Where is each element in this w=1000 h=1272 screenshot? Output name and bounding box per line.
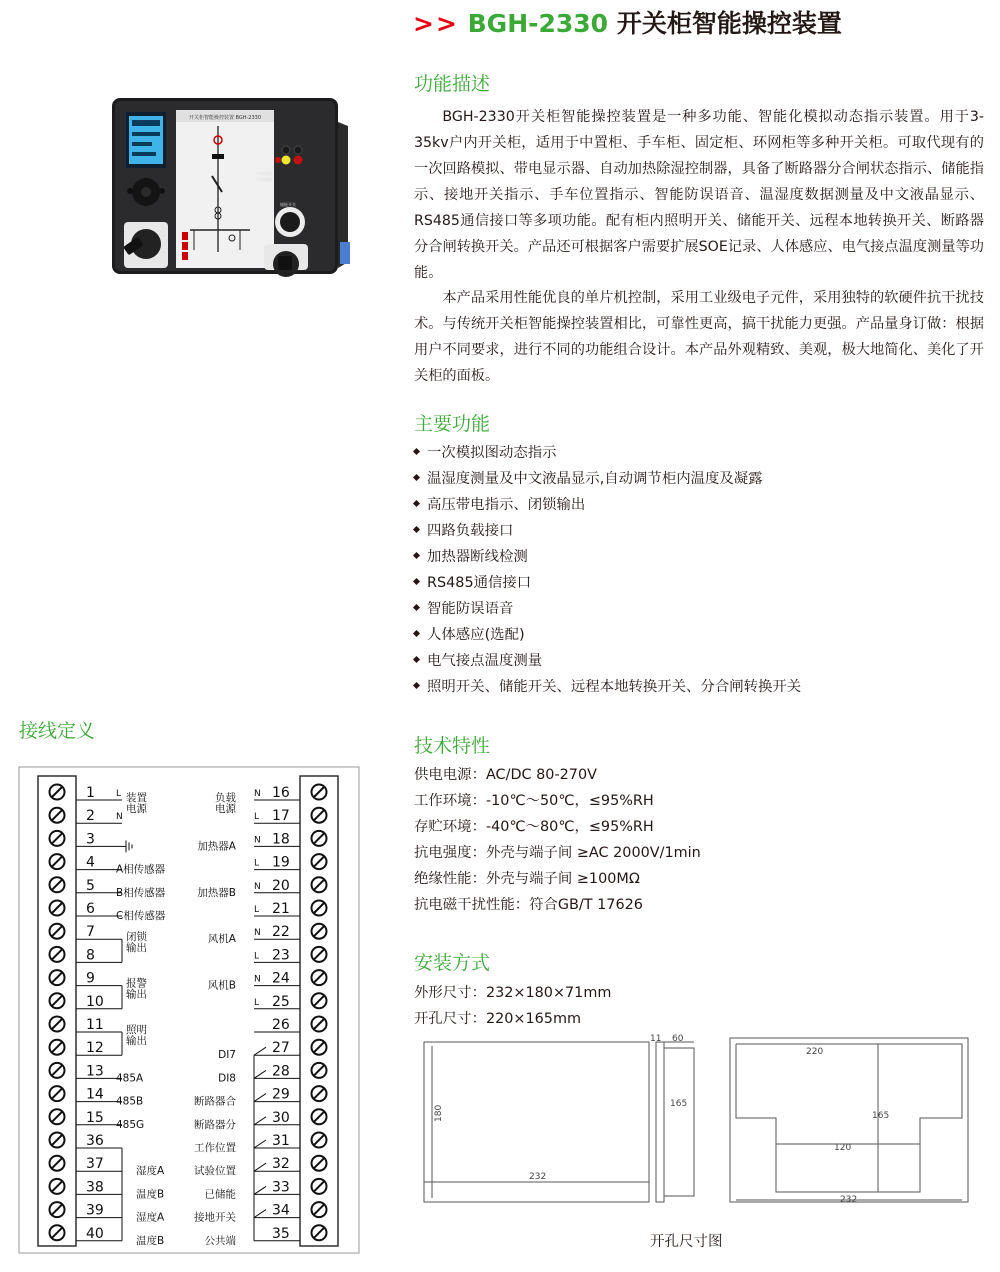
right-terminal-label: 断路器合 — [194, 1095, 236, 1108]
left-terminal-number: 5 — [86, 877, 95, 894]
right-terminal-number: 16 — [272, 785, 290, 801]
right-terminal-number: 26 — [272, 1017, 290, 1033]
feature-text: 温湿度测量及中文液晶显示,自动调节柜内温度及凝露 — [427, 471, 763, 487]
terminal-screw-icon — [312, 1156, 327, 1171]
wiring-diagram — [18, 766, 362, 1256]
right-terminal-polarity: L — [254, 905, 260, 915]
right-terminal-label: 工作位置 — [194, 1142, 236, 1154]
right-terminal-number: 30 — [272, 1109, 290, 1126]
bullet-icon — [413, 552, 420, 559]
bullet-icon — [413, 604, 420, 611]
terminal-screw-icon — [50, 901, 65, 916]
features-list — [412, 440, 801, 700]
install-spec-item — [414, 1006, 611, 1032]
terminal-screw-icon — [312, 785, 327, 800]
terminal-screw-icon — [312, 808, 327, 823]
left-terminal-number: 11 — [86, 1017, 104, 1033]
terminal-screw-icon — [312, 1179, 327, 1194]
right-terminal-polarity: N — [254, 881, 261, 892]
right-terminal-polarity: N — [254, 928, 261, 939]
left-terminal-number: 40 — [86, 1225, 104, 1242]
feature-item — [412, 674, 801, 700]
right-terminal-label: 风机B — [207, 979, 236, 992]
right-terminal-number: 34 — [272, 1202, 290, 1219]
feature-item — [412, 596, 801, 622]
feature-text: 四路负载接口 — [427, 523, 514, 539]
panel-title: 开关柜智能操控装置 BGH-2330 — [188, 115, 262, 121]
dim-height: 180 — [434, 1104, 444, 1122]
right-terminal-number: 31 — [272, 1133, 290, 1149]
bullet-icon — [413, 500, 420, 507]
feature-text: 人体感应(选配) — [427, 627, 525, 643]
left-terminal-polarity: L — [116, 789, 122, 799]
left-terminal-label: 485B — [116, 1095, 144, 1108]
left-terminal-number: 2 — [86, 808, 95, 825]
left-terminal-label: 湿度A — [136, 1211, 165, 1224]
features-heading: 主要功能 — [414, 413, 491, 435]
bullet-icon — [413, 656, 420, 663]
right-terminal-polarity: L — [254, 858, 260, 869]
dim-cut-width: 220 — [806, 1047, 824, 1057]
left-terminal-label: 温度B — [136, 1188, 165, 1201]
right-terminal-polarity: L — [254, 951, 260, 962]
desc-paragraph-2: 本产品采用性能优良的单片机控制，采用工业级电子元件，采用独特的软硬件抗干扰技术。与传统开关柜智能操控装置相比，可靠性更高，搞干扰能力更强。产品量身订做：根据用户不同要求，进行不同的功能组合设计。本产品外观精致、美观，极大地简化、美化了开关柜的面板。 — [414, 290, 984, 384]
feature-item — [412, 440, 801, 466]
right-terminal-number: 27 — [272, 1040, 290, 1057]
state-label-open: 分闸储能 — [256, 171, 272, 176]
install-heading: 安装方式 — [414, 952, 491, 974]
right-terminal-label: 负载 — [215, 792, 236, 804]
left-terminal-number: 14 — [86, 1086, 104, 1103]
right-terminal-label: 断路器分 — [194, 1118, 236, 1131]
tech-spec-text: 工作环境：-10℃～50℃，≤95%RH — [414, 793, 654, 809]
terminal-screw-icon — [50, 1109, 65, 1124]
left-terminal-label: 输出 — [126, 1035, 147, 1047]
terminal-screw-icon — [312, 1225, 327, 1240]
device-photo — [110, 92, 350, 282]
bullet-icon — [413, 448, 420, 455]
terminal-screw-icon — [50, 1040, 65, 1055]
terminal-screw-icon — [50, 831, 65, 846]
terminal-screw-icon — [50, 785, 65, 800]
left-terminal-number: 4 — [86, 854, 95, 871]
left-terminal-label: 温度B — [136, 1234, 165, 1247]
left-terminal-number: 13 — [86, 1063, 104, 1080]
dim-cut-bottom: 232 — [840, 1195, 858, 1205]
right-terminal-label: DI7 — [218, 1049, 236, 1062]
left-terminal-label: 输出 — [126, 988, 147, 1001]
ground-icon — [122, 840, 132, 852]
terminal-screw-icon — [312, 970, 327, 985]
terminal-screw-icon — [312, 947, 327, 962]
terminal-screw-icon — [312, 1017, 327, 1032]
left-terminal-number: 36 — [86, 1133, 104, 1149]
right-terminal-polarity: N — [254, 835, 261, 846]
wiring-heading: 接线定义 — [19, 720, 96, 742]
terminal-screw-icon — [312, 1086, 327, 1101]
right-terminal-number: 33 — [272, 1179, 290, 1196]
feature-item — [412, 622, 801, 648]
terminal-screw-icon — [50, 1133, 65, 1148]
terminal-screw-icon — [312, 1133, 327, 1148]
feature-text: 高压带电指示、闭锁输出 — [427, 497, 586, 513]
dim-cut-inner: 120 — [834, 1143, 852, 1153]
terminal-screw-icon — [50, 1063, 65, 1078]
left-terminal-number: 1 — [86, 785, 95, 801]
left-terminal-label: B相传感器 — [116, 886, 166, 899]
terminal-screw-icon — [50, 993, 65, 1008]
right-terminal-number: 19 — [272, 854, 290, 871]
dim-side-height: 165 — [670, 1099, 688, 1109]
right-terminal-number: 25 — [272, 993, 290, 1010]
left-terminal-number: 15 — [86, 1109, 104, 1126]
knob-label-storage: 储能开关 — [280, 202, 296, 207]
right-terminal-label: 接地开关 — [194, 1211, 236, 1224]
tech-spec-item — [414, 840, 701, 866]
terminal-screw-icon — [50, 1086, 65, 1101]
terminal-screw-icon — [312, 854, 327, 869]
right-terminal-label: 电源 — [215, 803, 236, 815]
terminal-screw-icon — [312, 1109, 327, 1124]
left-terminal-number: 9 — [86, 970, 95, 987]
terminal-screw-icon — [312, 1202, 327, 1217]
dimension-drawing — [414, 1032, 974, 1212]
bullet-icon — [413, 682, 420, 689]
feature-item — [412, 544, 801, 570]
tech-spec-item — [414, 814, 701, 840]
feature-item — [412, 518, 801, 544]
left-terminal-label: 报警 — [126, 977, 147, 990]
right-terminal-label: 加热器A — [197, 840, 236, 853]
left-terminal-polarity: N — [116, 812, 123, 823]
feature-item — [412, 570, 801, 596]
bullet-icon — [413, 578, 420, 585]
terminal-screw-icon — [312, 831, 327, 846]
right-terminal-number: 18 — [272, 831, 290, 848]
bullet-icon — [413, 474, 420, 481]
right-terminal-label: 已储能 — [204, 1188, 236, 1201]
right-terminal-number: 24 — [272, 970, 290, 987]
feature-text: 照明开关、储能开关、远程本地转换开关、分合闸转换开关 — [427, 679, 802, 695]
left-terminal-label: 湿度A — [136, 1165, 165, 1178]
left-terminal-label: 485G — [116, 1118, 145, 1131]
right-terminal-number: 23 — [272, 947, 290, 964]
left-terminal-label: 闭锁 — [126, 931, 147, 944]
feature-text: RS485通信接口 — [427, 575, 532, 591]
terminal-screw-icon — [312, 1040, 327, 1055]
right-terminal-number: 32 — [272, 1156, 290, 1173]
feature-text: 加热器断线检测 — [427, 549, 528, 565]
right-terminal-number: 22 — [272, 924, 290, 941]
left-terminal-label: 装置 — [126, 792, 147, 804]
right-terminal-number: 17 — [272, 808, 290, 825]
tech-spec-item — [414, 892, 701, 918]
drawing-caption: 开孔尺寸图 — [650, 1234, 723, 1250]
title-arrows: >> — [413, 9, 459, 38]
terminal-screw-icon — [312, 1063, 327, 1078]
install-spec-text: 外形尺寸：232×180×71mm — [414, 985, 612, 1001]
right-terminal-label: 试验位置 — [194, 1165, 236, 1178]
right-terminal-label: 风机A — [207, 933, 236, 946]
right-terminal-number: 28 — [272, 1063, 290, 1080]
tech-heading: 技术特性 — [414, 735, 491, 757]
terminal-screw-icon — [50, 1179, 65, 1194]
left-terminal-label: 485A — [116, 1072, 144, 1085]
right-terminal-number: 29 — [272, 1086, 290, 1103]
terminal-screw-icon — [50, 877, 65, 892]
terminal-screw-icon — [50, 970, 65, 985]
right-terminal-number: 20 — [272, 877, 290, 894]
feature-text: 电气接点温度测量 — [427, 653, 543, 669]
tech-spec-item — [414, 866, 701, 892]
install-list — [414, 980, 611, 1032]
feature-item — [412, 492, 801, 518]
desc-heading: 功能描述 — [414, 73, 491, 95]
page-title — [413, 4, 842, 40]
terminal-screw-icon — [312, 993, 327, 1008]
install-spec-text: 开孔尺寸：220×165mm — [414, 1011, 581, 1027]
right-terminal-label: DI8 — [218, 1072, 236, 1085]
left-terminal-number: 6 — [86, 901, 95, 917]
tech-spec-item — [414, 788, 701, 814]
desc-paragraph-1: BGH-2330开关柜智能操控装置是一种多功能、智能化模拟动态指示装置。用于3-35kv户内开关柜，适用于中置柜、手车柜、固定柜、环网柜等多种开关柜。可取代现有的一次回路模拟、带电显示器、自动加热除湿控制器，具备了断路器分合闸状态指示、储能指示、接地开关指示、手车位置指示、智能防误语音、温湿度数据测量及中文液晶显示、RS485通信接口等多项功能。配有柜内照明开关、储能开关、远程本地转换开关、断路器分合闸转换开关。产品还可根据客户需要扩展SOE记录、人体感应、电气接点温度测量等功能。 — [414, 109, 984, 281]
terminal-screw-icon — [312, 877, 327, 892]
terminal-screw-icon — [50, 1017, 65, 1032]
left-terminal-number: 10 — [86, 993, 104, 1010]
left-terminal-number: 7 — [86, 924, 95, 941]
dim-width: 232 — [529, 1172, 547, 1182]
left-terminal-number: 39 — [86, 1202, 104, 1219]
terminal-screw-icon — [50, 1156, 65, 1171]
title-model: BGH-2330 — [467, 9, 609, 38]
right-terminal-label: 加热器B — [197, 886, 236, 899]
install-spec-item — [414, 980, 611, 1006]
feature-item — [412, 466, 801, 492]
bullet-icon — [413, 526, 420, 533]
right-terminal-polarity: L — [254, 997, 260, 1008]
dim-depth-small: 11 — [650, 1034, 662, 1044]
tech-spec-item — [414, 762, 701, 788]
right-terminal-number: 35 — [272, 1225, 290, 1242]
terminal-screw-icon — [50, 854, 65, 869]
right-terminal-polarity: N — [254, 974, 261, 985]
terminal-screw-icon — [50, 947, 65, 962]
tech-spec-text: 抗电强度：外壳与端子间 ≥AC 2000V/1min — [414, 845, 701, 861]
dim-depth: 60 — [672, 1034, 684, 1044]
feature-item — [412, 648, 801, 674]
terminal-screw-icon — [50, 1225, 65, 1240]
left-terminal-label: A相传感器 — [116, 863, 166, 876]
state-label-close: 合闸储能 — [256, 177, 272, 182]
feature-text: 智能防误语音 — [427, 601, 514, 617]
terminal-screw-icon — [50, 924, 65, 939]
terminal-screw-icon — [50, 1202, 65, 1217]
bullet-icon — [413, 630, 420, 637]
feature-text: 一次模拟图动态指示 — [427, 445, 557, 461]
left-terminal-number: 3 — [86, 831, 95, 848]
tech-spec-text: 供电电源：AC/DC 80-270V — [414, 767, 597, 783]
terminal-screw-icon — [312, 924, 327, 939]
left-terminal-number: 12 — [86, 1040, 104, 1057]
tech-list — [414, 762, 701, 918]
tech-spec-text: 存贮环境：-40℃～80℃，≤95%RH — [414, 819, 654, 835]
tech-spec-text: 绝缘性能：外壳与端子间 ≥100MΩ — [414, 871, 640, 887]
dim-cut-height: 165 — [872, 1111, 890, 1121]
right-terminal-polarity: L — [254, 812, 260, 823]
right-terminal-number: 21 — [272, 901, 290, 917]
title-name: 开关柜智能操控装置 — [616, 9, 842, 38]
tech-spec-text: 抗电磁干扰性能：符合GB/T 17626 — [414, 897, 643, 913]
left-terminal-label: 照明 — [126, 1024, 147, 1036]
right-terminal-label: 公共端 — [204, 1234, 236, 1247]
right-terminal-polarity: N — [254, 789, 261, 799]
left-terminal-number: 37 — [86, 1156, 104, 1173]
left-terminal-number: 8 — [86, 947, 95, 964]
left-terminal-label: C相传感器 — [116, 910, 166, 922]
terminal-screw-icon — [312, 901, 327, 916]
left-terminal-label: 电源 — [126, 803, 147, 815]
terminal-screw-icon — [50, 808, 65, 823]
left-terminal-label: 输出 — [126, 942, 147, 955]
left-terminal-number: 38 — [86, 1179, 104, 1196]
